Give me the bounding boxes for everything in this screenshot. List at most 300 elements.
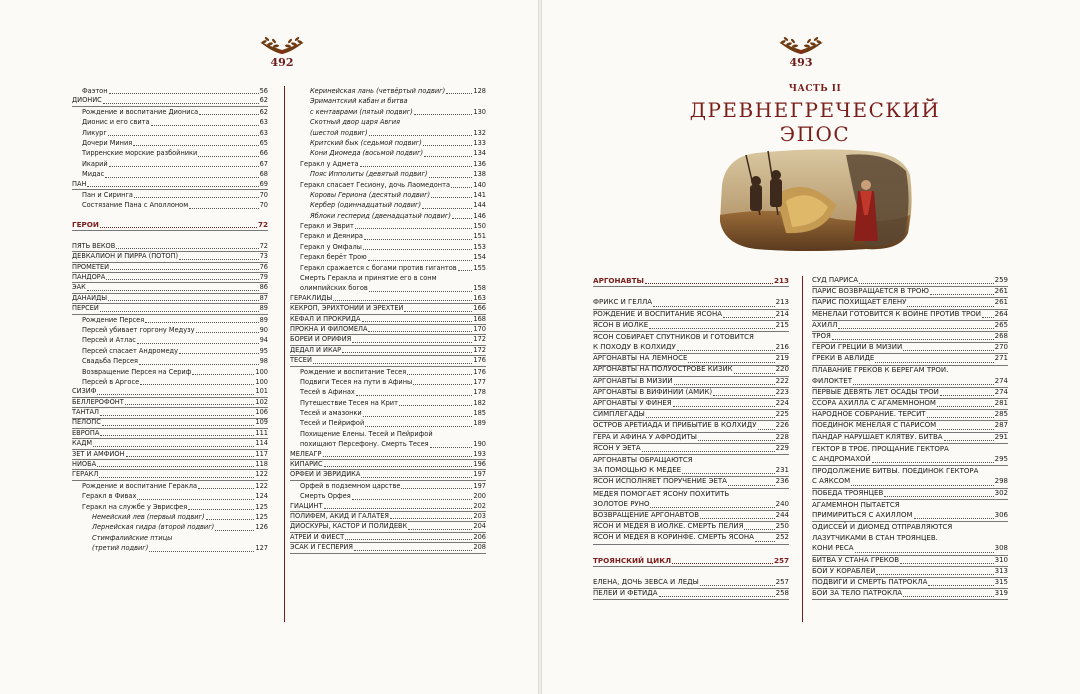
toc-dot-leader — [734, 373, 775, 374]
toc-entry[interactable] — [290, 367, 486, 377]
book-gutter — [538, 0, 542, 694]
toc-entry[interactable] — [290, 377, 486, 387]
toc-entry-title: Тирренские морские разбойники — [82, 149, 198, 158]
toc-entry[interactable] — [812, 354, 1008, 365]
toc-entry[interactable] — [72, 491, 268, 501]
toc-entry[interactable] — [72, 159, 268, 169]
toc-page-number: 126 — [255, 523, 268, 532]
toc-page-number: 213 — [775, 298, 789, 307]
toc-page-number: 70 — [259, 201, 268, 210]
toc-entry-title: КАДМ — [72, 439, 93, 448]
toc-page-number: 302 — [994, 488, 1008, 497]
toc-entry[interactable] — [290, 96, 486, 106]
toc-page-number: 100 — [255, 377, 268, 386]
toc-entry-title: АРГОНАВТЫ В МИЗИИ — [593, 376, 673, 385]
toc-entry-title: ПЕРВЫЕ ДЕВЯТЬ ЛЕТ ОСАДЫ ТРОИ — [812, 387, 939, 396]
toc-page-number: 298 — [994, 477, 1008, 486]
toc-entry[interactable] — [290, 169, 486, 179]
toc-entry-title: АРГОНАВТЫ НА ПОЛУОСТРОВЕ КИЗИК — [593, 365, 733, 374]
toc-entry-title: БЕЛЛЕРОФОНТ — [72, 397, 124, 406]
toc-dot-leader — [363, 416, 473, 417]
toc-entry[interactable] — [72, 107, 268, 117]
toc-entry-title: ПАНДОРА — [72, 273, 106, 282]
toc-page-number: 94 — [259, 336, 268, 345]
toc-entry[interactable] — [290, 398, 486, 408]
toc-entry-title: Тесей и амазонки — [300, 409, 362, 418]
toc-dot-leader — [206, 519, 255, 520]
toc-entry-title: ПРОМЕТЕЙ — [72, 262, 110, 271]
toc-dot-leader — [137, 499, 254, 500]
toc-entry-title: ПОЛИФЕМ, АКИД И ГАЛАТЕЯ — [290, 512, 389, 520]
toc-page-number: 176 — [473, 367, 486, 376]
toc-entry[interactable] — [72, 304, 268, 314]
toc-dot-leader — [413, 384, 472, 385]
toc-entry-title: Орфей в подземном царстве — [300, 481, 401, 490]
toc-entry[interactable] — [72, 128, 268, 138]
toc-entry-title: ГЕРОИ ГРЕЦИИ В МИЗИИ — [812, 343, 903, 352]
toc-page-number: 168 — [473, 314, 486, 323]
toc-page-number: 111 — [255, 428, 268, 437]
toc-entry-title: ЯСОН В ИОЛКЕ — [593, 320, 649, 329]
toc-entry-title: ДЕВКАЛИОН И ПИРРА (ПОТОП) — [72, 252, 179, 261]
toc-entry[interactable] — [290, 429, 486, 439]
toc-dot-leader — [937, 429, 993, 430]
toc-dot-leader — [333, 300, 472, 301]
toc-page-number: 257 — [775, 578, 789, 587]
toc-page-number: 79 — [259, 273, 268, 282]
toc-entry[interactable] — [290, 107, 486, 117]
toc-dot-leader — [100, 435, 254, 436]
toc-entry-title: ПЕЛЕЙ И ФЕТИДА — [593, 589, 658, 598]
toc-entry-title: ЯСОН И МЕДЕЯ В КОРИНФЕ. СМЕРТЬ ЯСОНА — [593, 533, 754, 542]
toc-dot-leader — [100, 415, 254, 416]
toc-entry[interactable] — [72, 367, 268, 377]
toc-dot-leader — [688, 362, 774, 363]
toc-dot-leader — [940, 395, 994, 396]
toc-page-number: 219 — [775, 354, 789, 363]
toc-entry-title: Возвращение Персея на Сериф — [82, 367, 192, 376]
toc-section-heading[interactable] — [593, 276, 789, 287]
toc-page-number: 295 — [994, 454, 1008, 463]
toc-page-number: 56 — [259, 86, 268, 95]
laurel-wreath-icon — [773, 34, 829, 58]
toc-entry[interactable] — [72, 377, 268, 387]
toc-entry[interactable] — [290, 263, 486, 273]
toc-entry[interactable] — [72, 190, 268, 200]
toc-entry[interactable] — [72, 335, 268, 345]
toc-page-number: 197 — [473, 470, 486, 479]
toc-entry[interactable] — [72, 138, 268, 148]
toc-dot-leader — [100, 311, 259, 312]
toc-dot-leader — [198, 488, 254, 489]
toc-entry-title: ГИАЦИНТ — [290, 501, 323, 510]
toc-entry-title: ПЕРСЕЙ — [72, 304, 99, 313]
toc-entry[interactable] — [812, 522, 1008, 533]
toc-entry[interactable] — [72, 96, 268, 106]
toc-entry[interactable] — [290, 117, 486, 127]
toc-entry-title: БИТВА У СТАНА ГРЕКОВ — [812, 555, 900, 564]
toc-entry[interactable] — [290, 180, 486, 190]
toc-page-number: 224 — [775, 399, 789, 408]
toc-dot-leader — [365, 426, 472, 427]
toc-entry-title: ПРИМИРИТЬСЯ С АХИЛЛОМ — [812, 510, 913, 519]
illustration-image — [716, 145, 916, 255]
toc-page-number: 193 — [473, 449, 486, 458]
toc-dot-leader — [903, 596, 994, 597]
toc-entry[interactable] — [290, 211, 486, 221]
toc-page-number: 274 — [994, 376, 1008, 385]
toc-entry[interactable] — [290, 242, 486, 252]
toc-section-heading[interactable] — [593, 556, 789, 567]
toc-entry[interactable] — [290, 231, 486, 241]
toc-page-number: 127 — [255, 544, 268, 553]
toc-entry-title: Похищение Елены. Тесей и Пейрифой — [300, 429, 433, 438]
toc-page-number: 70 — [259, 190, 268, 199]
toc-page-number: 261 — [994, 298, 1008, 307]
toc-dot-leader — [642, 451, 775, 452]
toc-page-number: 291 — [994, 432, 1008, 441]
toc-page-number: 66 — [259, 149, 268, 158]
toc-entry-title: Дочери Миния — [82, 138, 133, 147]
toc-entry[interactable] — [72, 429, 268, 439]
toc-entry-title: ТАНТАЛ — [72, 408, 99, 417]
toc-entry-title: ССОРА АХИЛЛА С АГАМЕМНОНОМ — [812, 399, 936, 408]
toc-page-number: 226 — [775, 421, 789, 430]
toc-dot-leader — [399, 405, 472, 406]
toc-entry-title: ЯСОН СОБИРАЕТ СПУТНИКОВ И ГОТОВИТСЯ — [593, 332, 754, 341]
toc-dot-leader — [646, 417, 775, 418]
toc-entry-title: Пояс Ипполиты (девятый подвиг) — [310, 170, 428, 179]
toc-entry[interactable] — [290, 86, 486, 96]
toc-page-number: 136 — [473, 159, 486, 168]
toc-dot-leader — [713, 395, 775, 396]
toc-entry-title: ЕЛЕНА, ДОЧЬ ЗЕВСА И ЛЕДЫ — [593, 578, 699, 587]
toc-entry[interactable] — [290, 200, 486, 210]
toc-page-number: 87 — [259, 293, 268, 302]
toc-page-number: 109 — [255, 418, 268, 427]
toc-entry-title: похищают Персефону. Смерть Тесея — [300, 440, 429, 449]
toc-dot-leader — [352, 342, 472, 343]
toc-entry-title: ГРЕКИ В АВЛИДЕ — [812, 354, 875, 363]
toc-entry-title: ЯСОН И МЕДЕЯ В ИОЛКЕ. СМЕРТЬ ПЕЛИЯ — [593, 522, 744, 531]
toc-dot-leader — [106, 279, 258, 280]
toc-page-number: 163 — [473, 293, 486, 302]
toc-entry[interactable] — [72, 169, 268, 179]
toc-page-number: 315 — [994, 578, 1008, 587]
toc-page-number: 182 — [473, 398, 486, 407]
toc-entry[interactable] — [72, 398, 268, 408]
toc-dot-leader — [446, 93, 472, 94]
toc-entry[interactable] — [290, 470, 486, 480]
toc-dot-leader — [650, 507, 774, 508]
toc-page-number: 69 — [259, 179, 268, 188]
toc-dot-leader — [198, 156, 258, 157]
toc-entry-title: ЯСОН ИСПОЛНЯЕТ ПОРУЧЕНИЕ ЭЕТА — [593, 477, 727, 486]
toc-entry-title: НАРОДНОЕ СОБРАНИЕ. ТЕРСИТ — [812, 410, 926, 419]
toc-entry[interactable] — [290, 159, 486, 169]
toc-page-number: 214 — [775, 309, 789, 318]
toc-dot-leader — [196, 332, 259, 333]
toc-entry[interactable] — [72, 522, 268, 532]
toc-entry-title: Рождение Персея — [82, 315, 145, 324]
toc-dot-leader — [431, 197, 472, 198]
toc-entry-title: АХИЛЛ — [812, 320, 838, 329]
toc-dot-leader — [424, 156, 472, 157]
toc-page-number: 257 — [773, 555, 789, 565]
toc-entry-title: ЭАК — [72, 283, 86, 292]
toc-entry[interactable] — [290, 408, 486, 418]
toc-entry-title: Пан и Сиринга — [82, 190, 133, 199]
toc-entry[interactable] — [72, 117, 268, 127]
toc-dot-leader — [407, 374, 472, 375]
toc-dot-leader — [360, 166, 473, 167]
column-divider — [802, 276, 803, 622]
toc-entry-title: ПАНДАР НАРУШАЕТ КЛЯТВУ. БИТВА — [812, 432, 943, 441]
toc-dot-leader — [149, 551, 254, 552]
toc-dot-leader — [345, 539, 472, 540]
toc-entry-title: ТРОЯ — [812, 331, 831, 340]
toc-dot-leader — [97, 466, 254, 467]
toc-entry[interactable] — [290, 252, 486, 262]
toc-page-number: 65 — [259, 138, 268, 147]
toc-entry[interactable] — [812, 489, 1008, 500]
toc-page-number: 213 — [773, 275, 789, 285]
toc-entry[interactable] — [812, 511, 1008, 522]
toc-page-number: 150 — [473, 222, 486, 231]
toc-page-number: 190 — [473, 440, 486, 449]
toc-entry[interactable] — [72, 356, 268, 366]
toc-page-number: 172 — [473, 345, 486, 354]
toc-entry[interactable] — [593, 533, 789, 544]
toc-dot-leader — [859, 283, 994, 284]
toc-page-number: 177 — [473, 377, 486, 386]
toc-entry[interactable] — [593, 444, 789, 455]
toc-entry[interactable] — [72, 419, 268, 429]
toc-dot-leader — [87, 186, 258, 187]
toc-page-number: 114 — [255, 439, 268, 448]
toc-entry-title: К ПОХОДУ В КОЛХИДУ — [593, 343, 676, 352]
toc-entry[interactable] — [290, 138, 486, 148]
toc-page-number: 125 — [255, 513, 268, 521]
toc-page-number: 146 — [473, 211, 486, 220]
toc-entry-title: Кони Диомеда (восьмой подвиг) — [310, 149, 424, 158]
toc-page-number: 63 — [259, 128, 268, 137]
toc-entry-title: НИОБА — [72, 460, 97, 469]
toc-section-heading[interactable] — [72, 221, 268, 231]
toc-dot-leader — [755, 541, 775, 542]
toc-entry[interactable] — [812, 433, 1008, 444]
toc-entry-title: ДАНАИДЫ — [72, 293, 108, 302]
toc-entry-title: СУД ПАРИСА — [812, 275, 859, 284]
toc-entry[interactable] — [72, 460, 268, 470]
toc-dot-leader — [659, 596, 775, 597]
toc-dot-leader — [133, 145, 258, 146]
toc-entry-title: Скотный двор царя Авгия — [310, 118, 401, 127]
toc-dot-leader — [368, 260, 473, 261]
toc-entry-title: Кербер (одиннадцатый подвиг) — [310, 201, 422, 210]
toc-entry[interactable] — [290, 346, 486, 356]
toc-entry[interactable] — [593, 589, 789, 600]
toc-dot-leader — [100, 227, 257, 228]
toc-dot-leader — [179, 259, 258, 260]
toc-page-number: 310 — [994, 555, 1008, 564]
toc-page-number: 98 — [259, 357, 268, 366]
right-toc-column-2 — [812, 276, 1008, 600]
toc-page-number: 124 — [255, 492, 268, 501]
toc-entry-title: АТРЕЙ И ФИЕСТ — [290, 532, 345, 541]
toc-dot-leader — [404, 311, 472, 312]
toc-entry[interactable] — [290, 221, 486, 231]
toc-entry[interactable] — [72, 533, 268, 543]
toc-page-number: 216 — [775, 343, 789, 352]
toc-page-number: 178 — [473, 388, 486, 397]
toc-entry[interactable] — [290, 387, 486, 397]
toc-dot-leader — [414, 114, 473, 115]
toc-page-number: 122 — [255, 470, 268, 479]
toc-page-number: 89 — [259, 315, 268, 324]
toc-page-number: 62 — [259, 96, 268, 105]
toc-entry[interactable] — [290, 148, 486, 158]
toc-entry[interactable] — [812, 589, 1008, 600]
toc-entry-title: ДИОНИС — [72, 96, 102, 105]
toc-dot-leader — [672, 563, 773, 564]
toc-entry-title: Рождение и воспитание Тесея — [300, 367, 407, 376]
toc-dot-leader — [653, 306, 775, 307]
toc-entry-title: Персей и Атлас — [82, 336, 136, 345]
toc-page-number: 313 — [994, 566, 1008, 575]
toc-page-number: 268 — [994, 331, 1008, 340]
toc-page-number: 144 — [473, 201, 486, 210]
toc-entry-title: РОЖДЕНИЕ И ВОСПИТАНИЕ ЯСОНА — [593, 309, 722, 318]
toc-entry-title: Персей в Аргосе — [82, 377, 140, 386]
toc-entry[interactable] — [72, 325, 268, 335]
toc-entry-title: Лернейская гидра (второй подвиг) — [92, 523, 215, 532]
toc-page-number: 89 — [259, 304, 268, 313]
toc-dot-leader — [700, 518, 775, 519]
toc-entry[interactable] — [812, 310, 1008, 321]
right-page-number: 493 — [789, 56, 813, 69]
toc-page-number: 220 — [775, 365, 789, 374]
toc-entry-title: ФИЛОКТЕТ — [812, 376, 852, 385]
toc-entry-title: Немейский лев (первый подвиг) — [92, 513, 205, 521]
toc-dot-leader — [102, 425, 255, 426]
toc-page-number: 270 — [994, 343, 1008, 352]
toc-page-number: 90 — [259, 325, 268, 334]
left-toc-column-1 — [72, 86, 268, 554]
toc-entry-title: ЗА ПОМОЩЬЮ К МЕДЕЕ — [593, 466, 682, 475]
toc-entry[interactable] — [72, 408, 268, 418]
toc-dot-leader — [362, 321, 473, 322]
toc-page-number: 189 — [473, 419, 486, 428]
toc-entry-title: АГАМЕМНОН ПЫТАЕТСЯ — [812, 500, 900, 509]
toc-entry-title: ГЕРОИ — [72, 220, 99, 230]
toc-entry[interactable] — [72, 543, 268, 553]
toc-page-number: 133 — [473, 138, 486, 147]
toc-entry[interactable] — [72, 450, 268, 460]
toc-page-number: 153 — [473, 242, 486, 251]
toc-entry[interactable] — [72, 481, 268, 491]
toc-dot-leader — [682, 473, 775, 474]
toc-entry[interactable] — [290, 543, 486, 553]
toc-dot-leader — [99, 477, 254, 478]
toc-entry[interactable] — [812, 321, 1008, 332]
toc-entry[interactable] — [72, 273, 268, 283]
toc-page-number: 158 — [473, 284, 486, 293]
toc-page-number: 258 — [775, 589, 789, 598]
toc-entry[interactable] — [72, 148, 268, 158]
toc-page-number: 100 — [255, 367, 268, 376]
toc-dot-leader — [313, 363, 473, 364]
toc-entry[interactable] — [593, 477, 789, 488]
toc-entry[interactable] — [290, 273, 486, 283]
toc-dot-leader — [451, 187, 472, 188]
toc-dot-leader — [109, 166, 259, 167]
toc-entry-title: Тесей и Пейрифой — [300, 419, 365, 428]
toc-entry-title: КИПАРИС — [290, 460, 323, 469]
toc-entry-title: Геракл и Эврит — [300, 222, 354, 231]
toc-page-number: 236 — [775, 477, 789, 486]
toc-dot-leader — [673, 406, 775, 407]
toc-entry[interactable] — [290, 128, 486, 138]
toc-dot-leader — [853, 384, 994, 385]
toc-entry-title: Геракл в Фивах — [82, 492, 137, 501]
toc-entry[interactable] — [72, 346, 268, 356]
toc-dot-leader — [356, 395, 473, 396]
toc-dot-leader — [907, 306, 993, 307]
toc-entry-title: ПАН — [72, 179, 87, 188]
toc-entry[interactable] — [72, 315, 268, 325]
toc-entry-title: Персей спасает Андромеду — [82, 346, 178, 355]
toc-page-number: 170 — [473, 324, 486, 333]
toc-entry[interactable] — [593, 321, 789, 332]
toc-entry[interactable] — [290, 356, 486, 366]
part-label: ЧАСТЬ II — [788, 84, 842, 94]
toc-entry[interactable] — [290, 190, 486, 200]
toc-page-number: 101 — [255, 387, 268, 396]
toc-page-number: 155 — [473, 263, 486, 272]
toc-page-number: 231 — [775, 466, 789, 475]
toc-entry[interactable] — [72, 200, 268, 210]
toc-dot-leader — [744, 529, 774, 530]
toc-entry-title: Геракл у Омфалы — [300, 242, 362, 251]
toc-page-number: 185 — [473, 409, 486, 418]
toc-dot-leader — [832, 339, 994, 340]
toc-dot-leader — [354, 550, 472, 551]
toc-entry-title: С АНДРОМАХОЙ — [812, 454, 871, 463]
toc-entry[interactable] — [72, 294, 268, 304]
toc-page-number: 62 — [259, 107, 268, 116]
toc-entry[interactable] — [72, 502, 268, 512]
toc-page-number: 285 — [994, 410, 1008, 419]
toc-entry[interactable] — [72, 512, 268, 522]
toc-entry-title: ГЕРАКЛИДЫ — [290, 293, 333, 302]
toc-entry[interactable] — [812, 455, 1008, 466]
toc-entry[interactable] — [72, 470, 268, 480]
toc-entry-title: ПЛАВАНИЕ ГРЕКОВ К БЕРЕГАМ ТРОИ. — [812, 366, 949, 375]
toc-dot-leader — [930, 294, 994, 295]
toc-entry-title: ПРОДОЛЖЕНИЕ БИТВЫ. ПОЕДИНОК ГЕКТОРА — [812, 467, 979, 476]
toc-entry-title: Рождение и воспитание Геракла — [82, 481, 198, 490]
toc-entry[interactable] — [72, 180, 268, 190]
part-title: ДРЕВНЕГРЕЧЕСКИЙ ЭПОС — [689, 98, 941, 146]
toc-entry[interactable] — [290, 419, 486, 429]
toc-entry-title: БОЙ У КОРАБЛЕЙ — [812, 566, 876, 575]
toc-dot-leader — [189, 208, 258, 209]
toc-dot-leader — [452, 218, 472, 219]
toc-page-number: 95 — [259, 346, 268, 355]
toc-page-number: 63 — [259, 118, 268, 127]
toc-entry[interactable] — [290, 481, 486, 491]
